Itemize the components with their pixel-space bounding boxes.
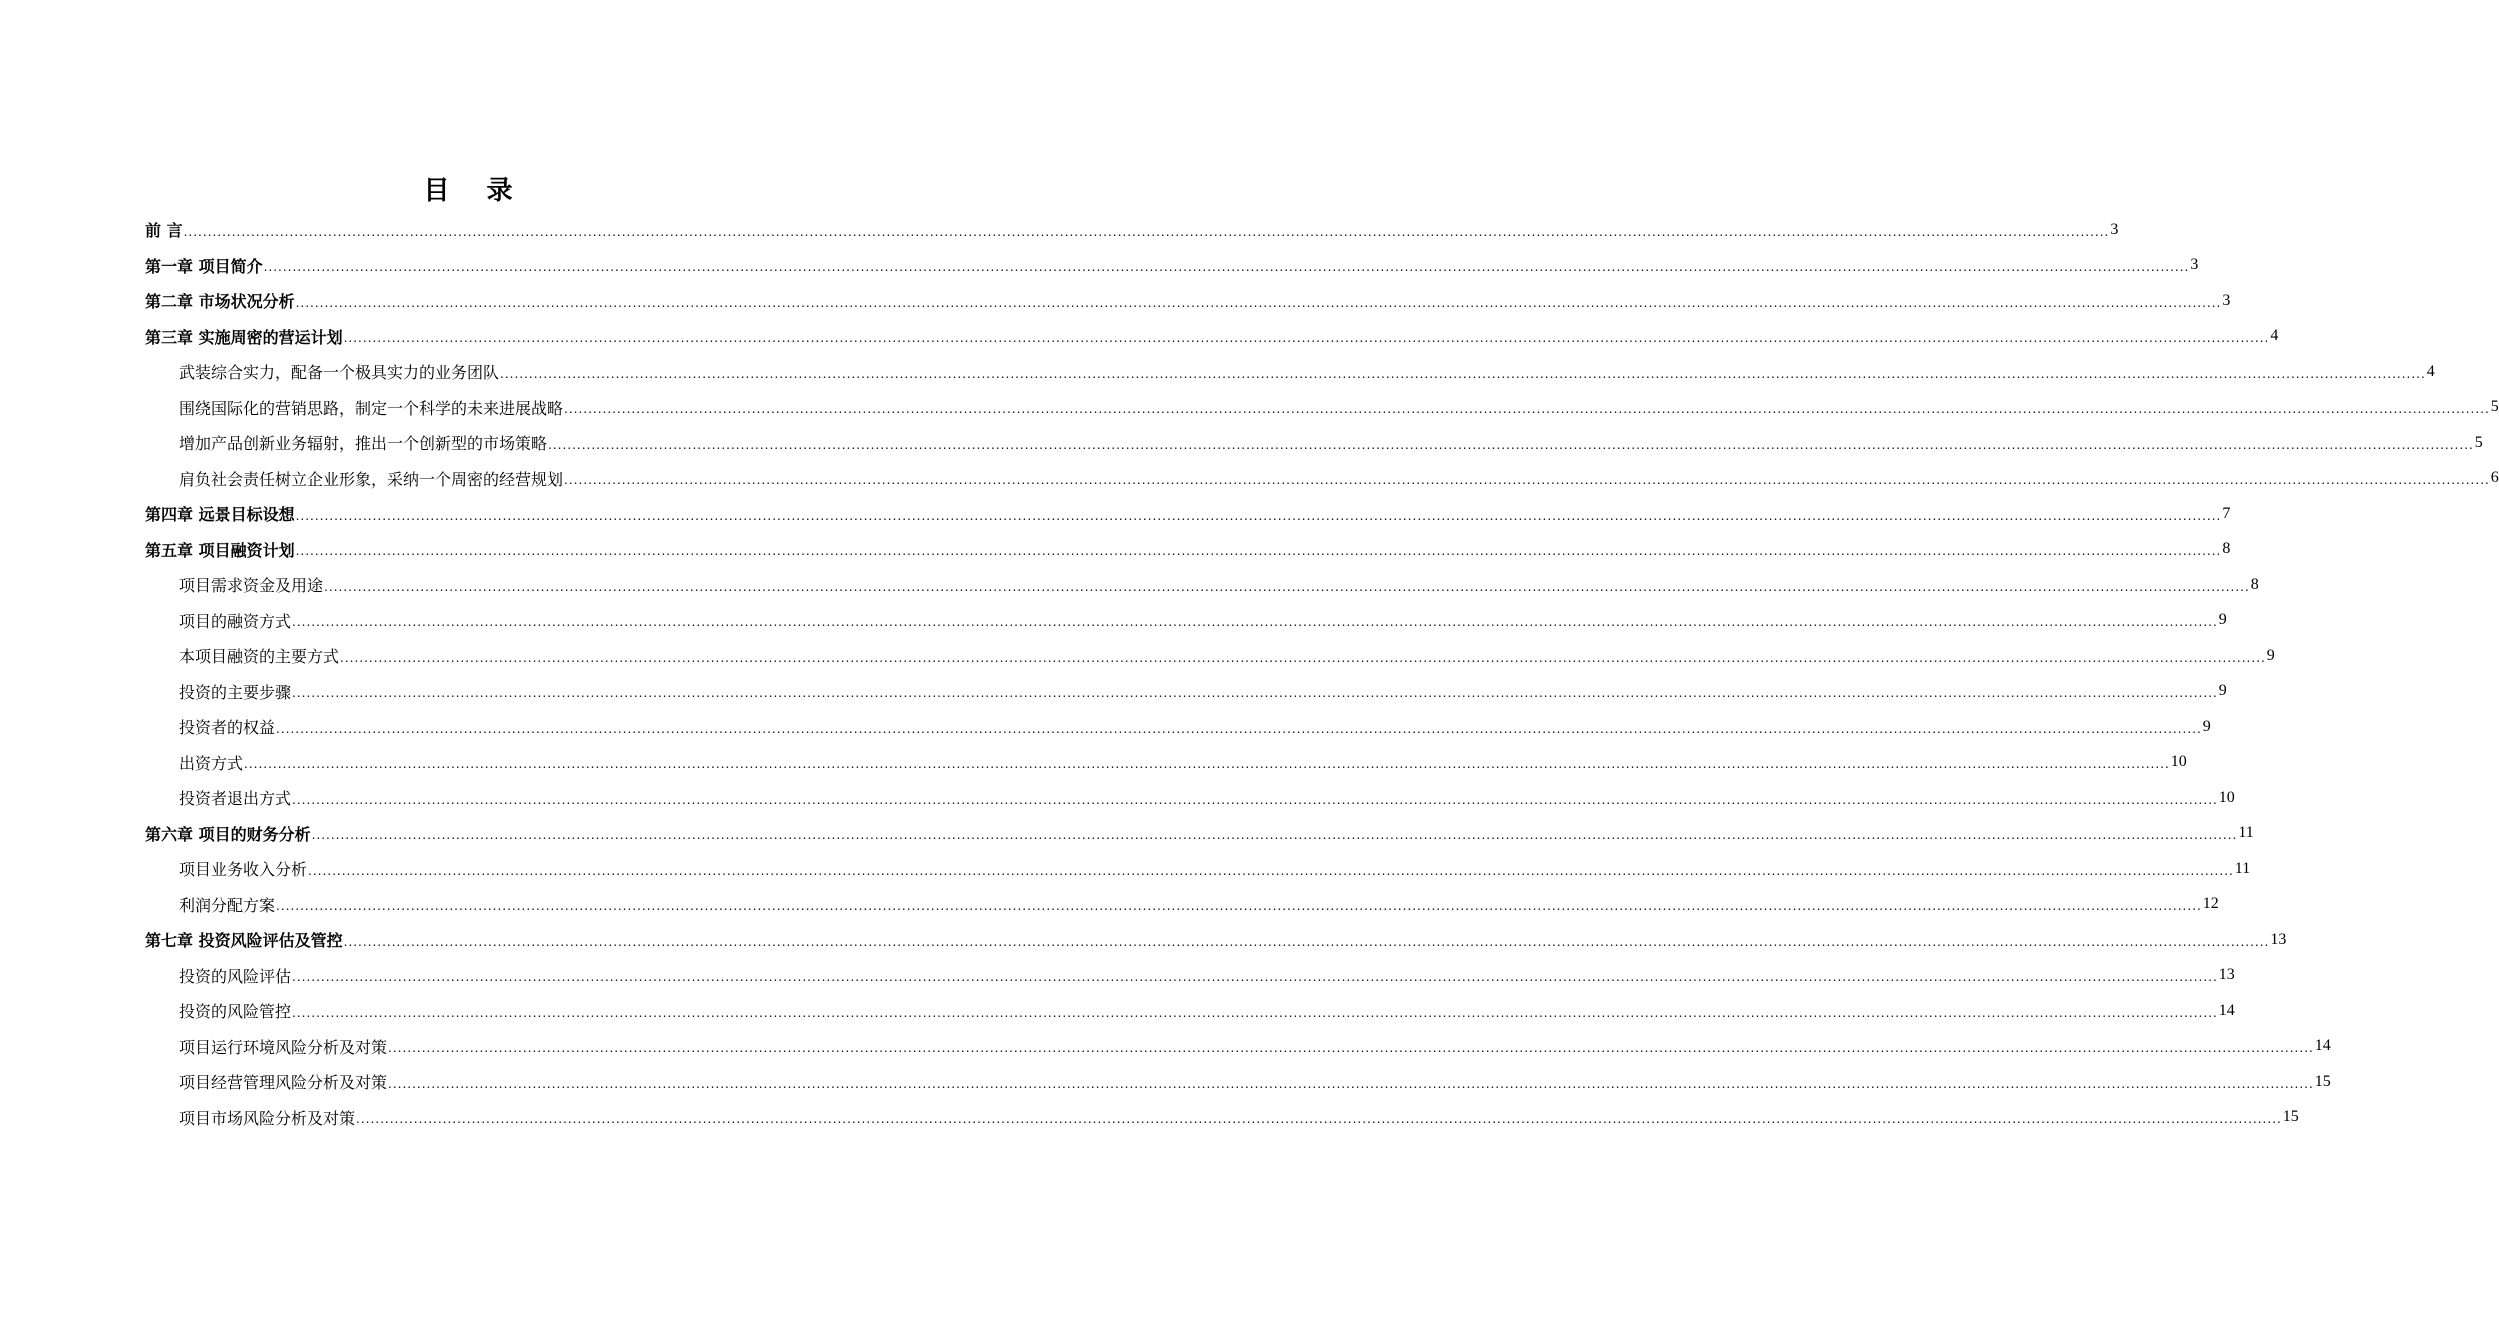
toc-leader-dots: ................................................................................................................................................................................................................................................................................................................................................................................................................ bbox=[356, 1112, 2282, 1126]
toc-section-entry[interactable] bbox=[145, 745, 2187, 781]
toc-leader-dots: ................................................................................................................................................................................................................................................................................................................................................................................................................ bbox=[244, 757, 2170, 771]
toc-leader-dots: ................................................................................................................................................................................................................................................................................................................................................................................................................ bbox=[276, 721, 2202, 736]
toc-page-number: 6 bbox=[2490, 469, 2499, 487]
toc-page-number: 8 bbox=[2250, 575, 2259, 593]
toc-entry-title: 项目运行环境风险分析及对策 bbox=[179, 1037, 388, 1057]
toc-page-number: 15 bbox=[2314, 1072, 2331, 1090]
toc-leader-dots: ................................................................................................................................................................................................................................................................................................................................................................................................................ bbox=[564, 402, 2490, 416]
toc-section-entry[interactable] bbox=[145, 674, 2227, 710]
toc-page-number: 3 bbox=[2222, 291, 2231, 309]
toc-leader-dots: ................................................................................................................................................................................................................................................................................................................................................................................................................ bbox=[292, 686, 2218, 700]
toc-section-entry[interactable] bbox=[145, 958, 2235, 994]
toc-section-entry[interactable] bbox=[145, 1100, 2299, 1136]
toc-leader-dots: ................................................................................................................................................................................................................................................................................................................................................................................................................ bbox=[183, 224, 2110, 239]
toc-section-entry[interactable] bbox=[145, 390, 2499, 426]
toc-entry-title: 利润分配方案 bbox=[179, 895, 276, 915]
toc-entry-title: 围绕国际化的营销思路，制定一个科学的未来进展战略 bbox=[179, 398, 564, 418]
toc-section-entry[interactable] bbox=[145, 461, 2499, 497]
toc-section-entry[interactable] bbox=[145, 780, 2235, 816]
toc-entry-title: 本项目融资的主要方式 bbox=[179, 647, 340, 667]
toc-section-entry[interactable] bbox=[145, 567, 2259, 603]
toc-section-entry[interactable] bbox=[145, 1029, 2331, 1065]
toc-page-number: 8 bbox=[2222, 540, 2231, 558]
toc-section-entry[interactable] bbox=[145, 709, 2211, 745]
toc-chapter-entry[interactable] bbox=[145, 496, 2231, 532]
toc-entry-title: 增加产品创新业务辐射，推出一个创新型的市场策略 bbox=[179, 434, 548, 454]
toc-page-number: 9 bbox=[2266, 646, 2275, 664]
toc-entry-title: 项目业务收入分析 bbox=[179, 860, 308, 880]
toc-chapter-entry[interactable] bbox=[145, 319, 2279, 355]
toc-leader-dots: ................................................................................................................................................................................................................................................................................................................................................................................................................ bbox=[500, 366, 2426, 381]
toc-entry-title: 投资者的权益 bbox=[179, 718, 276, 738]
toc-page-number: 10 bbox=[2218, 788, 2235, 806]
toc-section-entry[interactable] bbox=[145, 354, 2435, 390]
toc-leader-dots: ................................................................................................................................................................................................................................................................................................................................................................................................................ bbox=[564, 473, 2490, 487]
toc-page-number: 14 bbox=[2218, 1001, 2235, 1019]
toc-leader-dots: ................................................................................................................................................................................................................................................................................................................................................................................................................ bbox=[308, 863, 2234, 878]
toc-chapter-entry[interactable] bbox=[145, 816, 2254, 852]
toc-leader-dots: ................................................................................................................................................................................................................................................................................................................................................................................................................ bbox=[292, 1005, 2218, 1020]
toc-entry-title: 第五章 项目融资计划 bbox=[145, 540, 295, 560]
toc-section-entry[interactable] bbox=[145, 638, 2275, 674]
toc-chapter-entry[interactable] bbox=[145, 532, 2231, 568]
toc-leader-dots: ................................................................................................................................................................................................................................................................................................................................................................................................................ bbox=[548, 437, 2474, 452]
toc-page-number: 4 bbox=[2426, 362, 2435, 380]
toc-chapter-entry[interactable] bbox=[145, 283, 2231, 319]
toc-page-number: 3 bbox=[2190, 256, 2199, 274]
page-title: 目 录 bbox=[423, 176, 527, 206]
toc-leader-dots: ................................................................................................................................................................................................................................................................................................................................................................................................................ bbox=[276, 899, 2202, 913]
toc-leader-dots: ................................................................................................................................................................................................................................................................................................................................................................................................................ bbox=[324, 579, 2250, 594]
toc-entry-title: 第一章 项目简介 bbox=[145, 256, 263, 276]
toc-entry-title: 项目市场风险分析及对策 bbox=[179, 1108, 356, 1128]
toc-chapter-entry[interactable] bbox=[145, 248, 2199, 284]
toc-page-number: 11 bbox=[2238, 824, 2254, 842]
toc-entry-title: 第三章 实施周密的营运计划 bbox=[145, 327, 343, 347]
toc-leader-dots: ................................................................................................................................................................................................................................................................................................................................................................................................................ bbox=[343, 934, 2270, 949]
toc-entry-title: 投资者退出方式 bbox=[179, 789, 292, 809]
toc-page-number: 9 bbox=[2202, 717, 2211, 735]
toc-page-number: 12 bbox=[2202, 895, 2219, 913]
toc-entry-title: 肩负社会责任树立企业形象，采纳一个周密的经营规划 bbox=[179, 469, 564, 489]
toc-section-entry[interactable] bbox=[145, 603, 2227, 639]
toc-entry-title: 第六章 项目的财务分析 bbox=[145, 824, 311, 844]
toc-chapter-entry[interactable] bbox=[145, 922, 2287, 958]
toc-leader-dots: ................................................................................................................................................................................................................................................................................................................................................................................................................ bbox=[295, 295, 2222, 310]
toc-leader-dots: ................................................................................................................................................................................................................................................................................................................................................................................................................ bbox=[388, 1041, 2314, 1055]
toc-page-number: 10 bbox=[2170, 753, 2187, 771]
toc-entry-title: 第二章 市场状况分析 bbox=[145, 292, 295, 312]
toc-leader-dots: ................................................................................................................................................................................................................................................................................................................................................................................................................ bbox=[340, 650, 2266, 665]
toc-page-number: 13 bbox=[2270, 930, 2287, 948]
toc-section-entry[interactable] bbox=[145, 1064, 2331, 1100]
toc-page-number: 3 bbox=[2110, 220, 2119, 238]
toc-page-number: 9 bbox=[2218, 611, 2227, 629]
toc-entry-title: 投资的风险评估 bbox=[179, 966, 292, 986]
toc-entry-title: 项目的融资方式 bbox=[179, 611, 292, 631]
toc-leader-dots: ................................................................................................................................................................................................................................................................................................................................................................................................................ bbox=[292, 615, 2218, 629]
toc-chapter-entry[interactable] bbox=[145, 212, 2119, 248]
toc-entry-title: 出资方式 bbox=[179, 753, 244, 773]
toc-leader-dots: ................................................................................................................................................................................................................................................................................................................................................................................................................ bbox=[292, 792, 2218, 807]
toc-page-number: 15 bbox=[2282, 1108, 2299, 1126]
toc-entry-title: 第七章 投资风险评估及管控 bbox=[145, 931, 343, 951]
toc-leader-dots: ................................................................................................................................................................................................................................................................................................................................................................................................................ bbox=[388, 1076, 2314, 1091]
toc-entry-title: 投资的风险管控 bbox=[179, 1002, 292, 1022]
table-of-contents bbox=[145, 212, 2499, 1135]
toc-page-number: 5 bbox=[2490, 398, 2499, 416]
toc-section-entry[interactable] bbox=[145, 425, 2483, 461]
toc-page-number: 14 bbox=[2314, 1037, 2331, 1055]
toc-entry-title: 前 言 bbox=[145, 221, 183, 241]
toc-entry-title: 项目需求资金及用途 bbox=[179, 576, 324, 596]
toc-page-number: 7 bbox=[2222, 504, 2231, 522]
toc-page-number: 5 bbox=[2474, 433, 2483, 451]
toc-page-number: 11 bbox=[2234, 859, 2251, 877]
toc-leader-dots: ................................................................................................................................................................................................................................................................................................................................................................................................................ bbox=[343, 331, 2270, 345]
toc-page-number: 4 bbox=[2270, 327, 2279, 345]
toc-section-entry[interactable] bbox=[145, 851, 2251, 887]
toc-entry-title: 投资的主要步骤 bbox=[179, 682, 292, 702]
toc-section-entry[interactable] bbox=[145, 993, 2235, 1029]
toc-leader-dots: ................................................................................................................................................................................................................................................................................................................................................................................................................ bbox=[263, 260, 2190, 274]
toc-leader-dots: ................................................................................................................................................................................................................................................................................................................................................................................................................ bbox=[311, 828, 2238, 842]
toc-page-number: 9 bbox=[2218, 682, 2227, 700]
toc-page-number: 13 bbox=[2218, 966, 2235, 984]
toc-entry-title: 武装综合实力，配备一个极具实力的业务团队 bbox=[179, 363, 500, 383]
toc-entry-title: 项目经营管理风险分析及对策 bbox=[179, 1073, 388, 1093]
toc-leader-dots: ................................................................................................................................................................................................................................................................................................................................................................................................................ bbox=[295, 544, 2222, 558]
toc-section-entry[interactable] bbox=[145, 887, 2219, 923]
toc-leader-dots: ................................................................................................................................................................................................................................................................................................................................................................................................................ bbox=[295, 508, 2222, 523]
toc-leader-dots: ................................................................................................................................................................................................................................................................................................................................................................................................................ bbox=[292, 970, 2218, 984]
toc-entry-title: 第四章 远景目标设想 bbox=[145, 505, 295, 525]
